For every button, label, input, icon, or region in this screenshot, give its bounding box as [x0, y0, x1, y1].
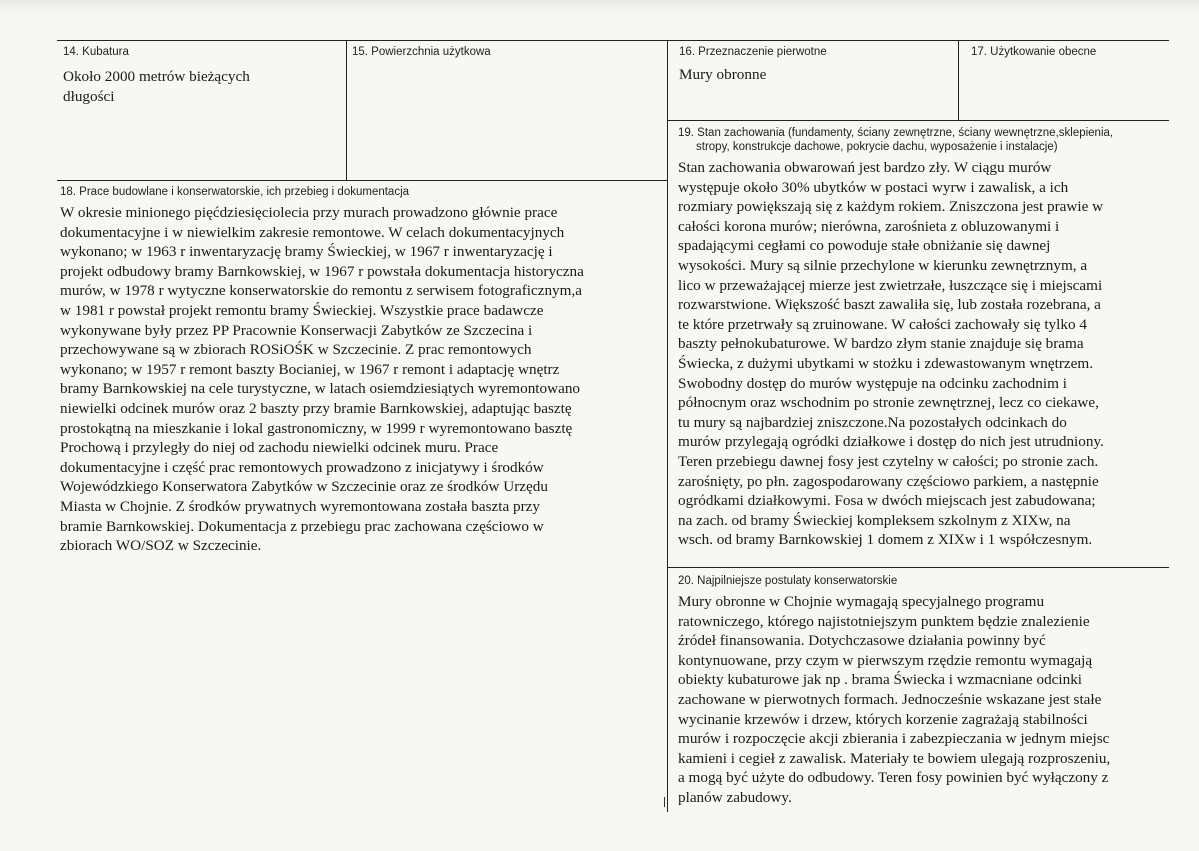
text-line: wycinanie krzewów i drzew, których korzenie zagrażają stabilności	[678, 710, 1088, 728]
divider-16-19	[667, 120, 1169, 121]
text-line: Miasta w Chojnie. Z środków prywatnych wyremontowana została baszta przy	[60, 497, 540, 515]
text-line: rozwarstwione. Większość baszt zawaliła się, lub została rozebrana, a	[678, 296, 1101, 314]
field-15-label: 15. Powierzchnia użytkowa	[352, 46, 491, 58]
text-line: rozmiary powiększają się z każdym rokiem. Zniszczona jest prawie w	[678, 198, 1104, 216]
field-19-stan-zachowania	[678, 126, 1168, 550]
text-line: północnym oraz wschodnim po stronie zewnętrznej, lecz co ciekawe,	[678, 394, 1099, 412]
divider-15-16	[667, 40, 668, 812]
divider-19-20	[667, 567, 1169, 568]
text-line: niewielki odcinek murów oraz 2 baszty przy bramie Barnkowskiej, adaptując basztę	[60, 399, 572, 417]
field-18-prace	[60, 185, 664, 556]
text-line: murów przylegają ogródki działkowe i dostęp do nich jest utrudniony.	[678, 433, 1104, 451]
text-line: murów, w 1978 r wytyczne konserwatorskie do remontu z serwisem fotograficznym,a	[60, 282, 582, 300]
text-line: ratowniczego, którego najistotniejszym punktem będzie znalezienie	[678, 612, 1090, 630]
text-line: lico w przeważającej mierze jest zwietrzałe, łuszczące się i miejscami	[678, 276, 1103, 294]
field-14-label: 14. Kubatura	[63, 46, 129, 58]
text-line: dokumentacyjne i część prac remontowych prowadzono z inicjatywy i środków	[60, 458, 544, 476]
text-line: obiekty kubaturowe jak np . brama Świecka i wzmacniane odcinki	[678, 671, 1083, 689]
field-17-uzytkowanie	[971, 45, 1167, 59]
text-line: wsch. od bramy Barnkowskiej 1 domem z XIXw i 1 współczesnym.	[678, 531, 1093, 549]
text-line: zarośnięty, po płn. zagospodarowany częściowo parkiem, a następnie	[678, 472, 1099, 490]
text-line: murów i rozpoczęcie akcji zbierania i zabezpieczania w jednym miejsc	[678, 730, 1110, 748]
text-line: Swobodny dostęp do murów występuje na odcinku zachodnim i	[678, 374, 1067, 392]
text-line: kamieni i cegieł z zawalisk. Materiały te bowiem ulegają rozproszeniu,	[678, 749, 1111, 767]
text-line: przechowywane są w zbiorach ROSiOŚK w Szczecinie. Z prac remontowych	[60, 341, 532, 359]
field-14-kubatura	[63, 45, 341, 106]
field-19-label	[678, 126, 1168, 154]
text-line: bramie Barnkowskiej. Dokumentacja z przebiegu prac zachowana częściowo w	[60, 517, 544, 535]
field-15-powierzchnia	[352, 45, 662, 59]
text-line: źródeł finansowania. Dotychczasowe działania powinny być	[678, 632, 1046, 650]
text-line: Około 2000 metrów bieżących	[63, 68, 250, 85]
text-line: długości	[63, 87, 115, 105]
field-19-label-line1: 19. Stan zachowania (fundamenty, ściany zewnętrzne, ściany wewnętrzne,sklepienia,	[678, 127, 1114, 139]
text-line: spadającymi cegłami co powoduje stałe obniżanie się dawnej	[678, 237, 1051, 255]
text-line: wysokości. Mury są silnie przechylone w kierunku zewnętrznym, a	[678, 256, 1088, 274]
text-line: w 1981 r powstał projekt remontu bramy Świeckiej. Wszystkie prace badawcze	[60, 301, 544, 319]
text-line: baszty pełnokubaturowe. W bardzo złym stanie znajduje się brama	[678, 335, 1084, 353]
text-line: W okresie minionego pięćdziesięciolecia przy murach prowadzono głównie prace	[60, 204, 558, 221]
field-14-value	[63, 67, 341, 106]
margin-mark	[664, 797, 665, 807]
text-line: ogródkami działkowymi. Fosa w dwóch miejscach jest zabudowana;	[678, 492, 1096, 510]
text-line: Mury obronne	[679, 66, 767, 83]
form-top-border	[57, 40, 1169, 41]
scan-edge	[0, 0, 1199, 14]
text-line: projekt odbudowy bramy Barnkowskiej, w 1967 r powstała dokumentacja historyczna	[60, 262, 584, 280]
text-line: zachowane w pierwotnych formach. Jednocześnie wskazane jest stałe	[678, 690, 1102, 708]
field-19-value	[678, 158, 1168, 550]
text-line: Świecka, z dużymi ubytkami w stożku i zdewastowanym wnętrzem.	[678, 354, 1094, 372]
text-line: wykonano; w 1957 r remont baszty Bocianiej, w 1967 r remont i adaptację wnętrz	[60, 360, 560, 378]
text-line: Mury obronne w Chojnie wymagają specyjalnego programu	[678, 593, 1045, 610]
field-19-label-line2: stropy, konstrukcje dachowe, pokrycie dachu, wyposażenie i instalacje)	[696, 141, 1058, 153]
text-line: tu mury są najbardziej zniszczone.Na pozostałych odcinkach do	[678, 413, 1067, 431]
text-line: te które przetrwały są zruinowane. W całości zachowały się tylko 4	[678, 315, 1087, 333]
field-17-label: 17. Użytkowanie obecne	[971, 46, 1097, 58]
field-20-label: 20. Najpilniejsze postulaty konserwatorskie	[678, 575, 898, 587]
text-line: Teren przebiegu dawnej fosy jest czytelny w całości; po stronie zach.	[678, 452, 1099, 470]
field-16-value	[679, 65, 954, 85]
field-18-label: 18. Prace budowlane i konserwatorskie, ich przebieg i dokumentacja	[60, 186, 410, 198]
text-line: występuje około 30% ubytków w postaci wyrw i zawalisk, a ich	[678, 178, 1069, 196]
field-16-label: 16. Przeznaczenie pierwotne	[679, 46, 827, 58]
text-line: dokumentacyjne i w niewielkim zakresie remontowe. W celach dokumentacyjnych	[60, 223, 565, 241]
field-16-przeznaczenie	[679, 45, 954, 85]
text-line: całości korona murów; nierówna, zarośnieta z obluzowanymi i	[678, 217, 1060, 235]
text-line: zbiorach WO/SOZ w Szczecinie.	[60, 537, 262, 555]
text-line: Wojewódzkiego Konserwatora Zabytków w Szczecinie oraz ze środków Urzędu	[60, 478, 548, 496]
divider-14-15	[346, 40, 347, 180]
text-line: Stan zachowania obwarowań jest bardzo zły. W ciągu murów	[678, 159, 1052, 176]
text-line: wykonywane były przez PP Pracownie Konserwacji Zabytków ze Szczecina i	[60, 321, 533, 339]
text-line: kontynuowane, przy czym w pierwszym rzędzie remontu wymagają	[678, 651, 1093, 669]
text-line: planów zabudowy.	[678, 788, 792, 806]
text-line: na zach. od bramy Świeckiej kompleksem szkolnym z XIXw, na	[678, 511, 1071, 529]
text-line: a mogą być użyte do odbudowy. Teren fosy powinien być wyłączony z	[678, 769, 1109, 787]
field-20-value	[678, 592, 1169, 808]
text-line: prostokątną na mieszkanie i lokal gastronomiczny, w 1999 r wyremontowano basztę	[60, 419, 573, 437]
divider-14-18	[57, 180, 667, 181]
divider-16-17	[958, 40, 959, 120]
text-line: bramy Barnkowskiej na cele turystyczne, w latach osiemdziesiątych wyremontowano	[60, 380, 581, 398]
text-line: wykonano; w 1963 r inwentaryzację bramy Świeckiej, w 1967 r inwentaryzację i	[60, 243, 553, 261]
field-20-postulaty	[678, 574, 1169, 808]
field-18-value	[60, 203, 664, 556]
text-line: Prochową i przyległy do niej od zachodu niewielki odcinek muru. Prace	[60, 439, 499, 457]
